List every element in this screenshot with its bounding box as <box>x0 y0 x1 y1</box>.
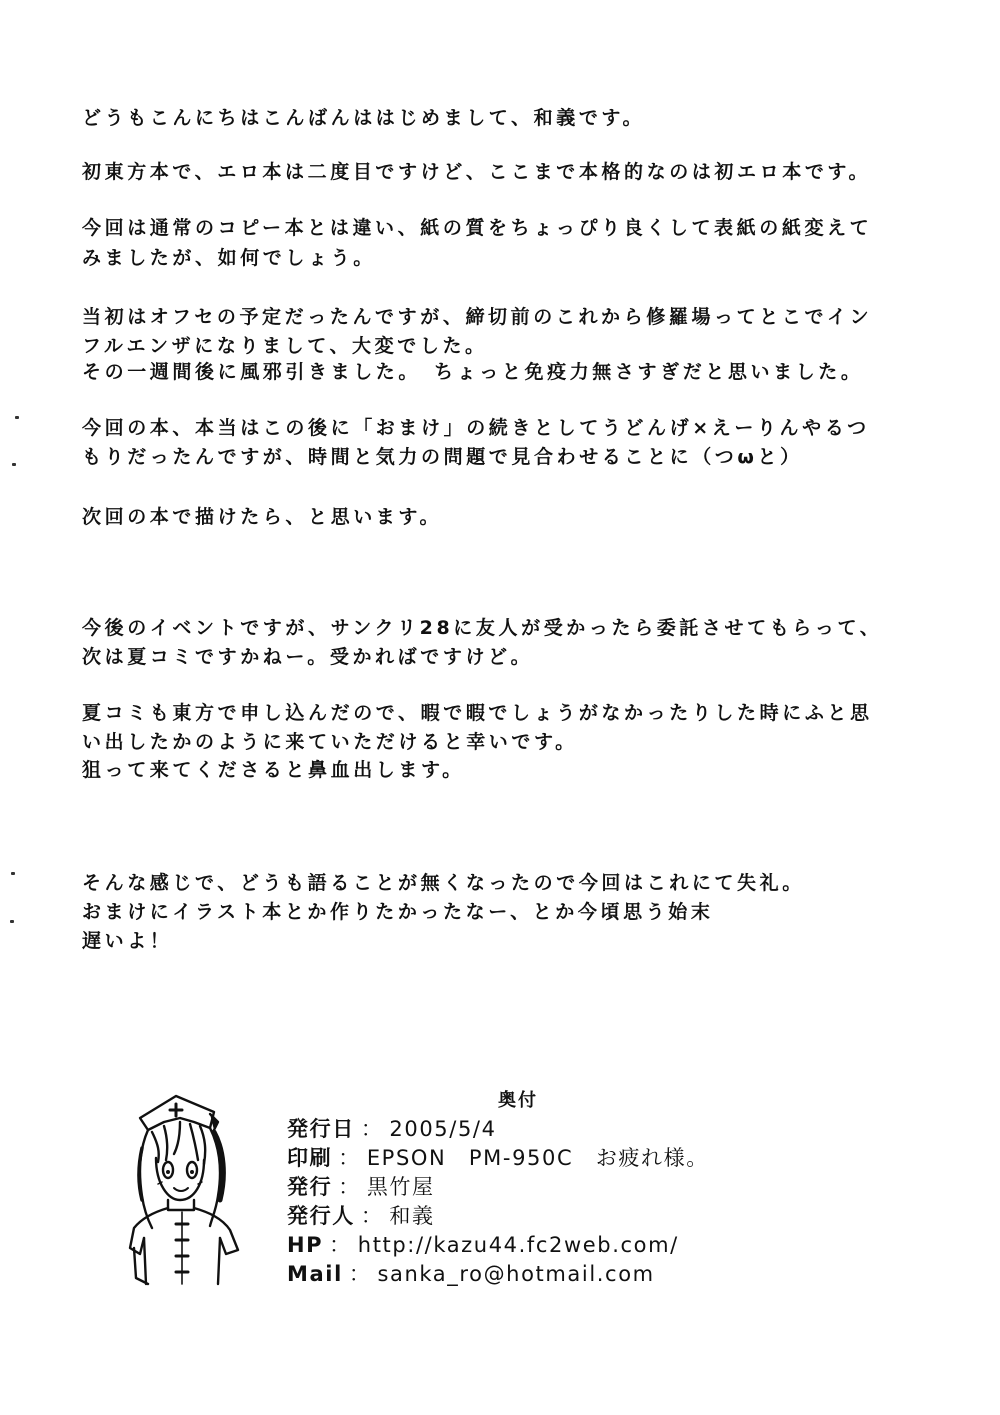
colophon-row-homepage <box>287 1232 679 1258</box>
text-line: 遅いよ！ <box>82 930 173 952</box>
colophon-row-publisher <box>287 1174 435 1200</box>
text-line: もりだったんですが、時間と気力の問題で見合わせることに（つωと） <box>82 446 803 468</box>
colophon-value: 2005/5/4 <box>389 1117 497 1141</box>
colophon-separator: ： <box>360 1117 384 1141</box>
colophon-separator: ： <box>338 1175 361 1199</box>
margin-mark <box>10 920 14 923</box>
nurse-character-icon <box>118 1088 248 1288</box>
colophon-value: 和義 <box>389 1204 435 1228</box>
text-line: みましたが、如何でしょう。 <box>82 247 376 269</box>
text-line: 次回の本で描けたら、と思います。 <box>82 506 443 528</box>
text-line: 今回の本、本当はこの後に「おまけ」の続きとしてうどんげ×えーりんやるつ <box>82 417 870 439</box>
text-line: 初東方本で、エロ本は二度目ですけど、ここまで本格的なのは初エロ本です。 <box>82 161 872 183</box>
colophon-row-printing <box>287 1145 709 1171</box>
text-line: 狙って来てくださると鼻血出します。 <box>82 759 465 781</box>
colophon-value: 黒竹屋 <box>366 1175 435 1199</box>
colophon-label: HP <box>287 1233 324 1257</box>
text-line: フルエンザになりまして、大変でした。 <box>82 335 488 357</box>
colophon-separator: ： <box>348 1262 372 1286</box>
margin-mark <box>11 872 15 875</box>
colophon-row-mail <box>287 1261 655 1287</box>
colophon-title: 奥付 <box>498 1090 538 1111</box>
character-illustration <box>118 1088 248 1288</box>
text-line: 次は夏コミですかねー。受かればですけど。 <box>82 646 534 668</box>
text-line: い出したかのように来ていただけると幸いです。 <box>82 731 578 753</box>
colophon-separator: ： <box>329 1233 352 1257</box>
text-line: その一週間後に風邪引きました。 ちょっと免疫力無さすぎだと思いました。 <box>82 361 864 383</box>
email-link[interactable]: sanka_ro@hotmail.com <box>377 1262 655 1286</box>
colophon-row-author <box>287 1203 435 1229</box>
text-line: 夏コミも東方で申し込んだので、暇で暇でしょうがなかったりした時にふと思 <box>82 702 873 724</box>
text-line: 今後のイベントですが、サンクリ28に友人が受かったら委託させてもらって、 <box>82 617 883 639</box>
colophon-row-date <box>287 1116 497 1142</box>
colophon-label: Mail <box>287 1262 343 1286</box>
colophon-value: EPSON PM-950C お疲れ様。 <box>366 1146 709 1170</box>
colophon-label: 発行日 <box>287 1117 355 1141</box>
text-line: おまけにイラスト本とか作りたかったなー、とか今頃思う始末 <box>82 901 714 923</box>
colophon-separator: ： <box>338 1146 361 1170</box>
colophon-label: 発行 <box>287 1175 333 1199</box>
text-line: そんな感じで、どうも語ることが無くなったので今回はこれにて失礼。 <box>82 872 805 894</box>
margin-mark <box>12 463 16 466</box>
margin-mark <box>15 416 19 419</box>
colophon-separator: ： <box>360 1204 384 1228</box>
colophon-label: 印刷 <box>287 1146 333 1170</box>
text-line: 今回は通常のコピー本とは違い、紙の質をちょっぴり良くして表紙の紙変えて <box>82 217 873 239</box>
text-line: 当初はオフセの予定だったんですが、締切前のこれから修羅場ってとこでイン <box>82 306 873 328</box>
homepage-link[interactable]: http://kazu44.fc2web.com/ <box>357 1233 679 1257</box>
colophon-label: 発行人 <box>287 1204 355 1228</box>
text-line: どうもこんにちはこんばんははじめまして、和義です。 <box>82 107 646 129</box>
